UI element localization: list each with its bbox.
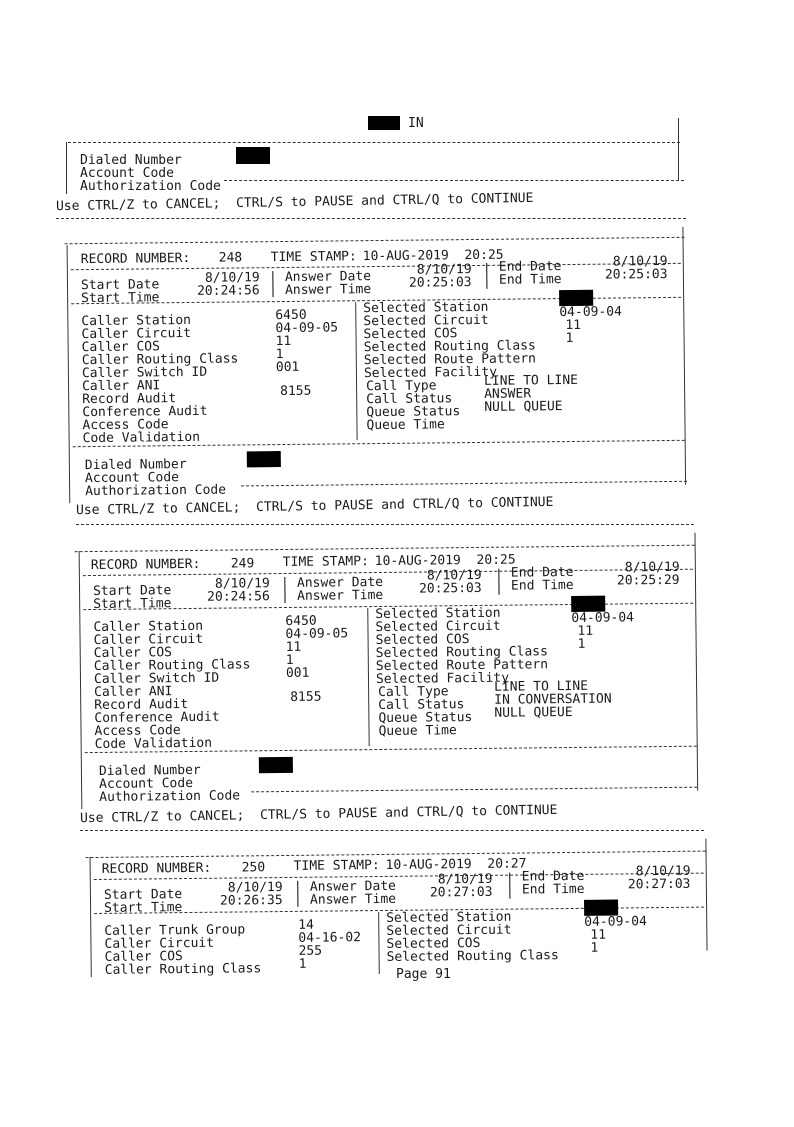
column-divider xyxy=(378,912,380,974)
caller-circuit-label: Caller Circuit xyxy=(81,325,192,343)
start-time-label: Start Time xyxy=(93,596,172,612)
caller-cos-value: 11 xyxy=(275,333,292,350)
caller-ani-value: 8155 xyxy=(280,383,312,400)
dialed-number-label: Dialed Number xyxy=(98,762,201,779)
separator: | xyxy=(482,261,491,277)
selected-cos-label: Selected COS xyxy=(375,632,470,649)
account-code-label: Account Code xyxy=(98,775,194,792)
selected-routing-class-value: 1 xyxy=(577,636,586,652)
answer-time-value: 20:27:03 xyxy=(429,884,493,901)
selected-route-pattern-label: Selected Route Pattern xyxy=(375,657,549,675)
conference-audit-label: Conference Audit xyxy=(82,403,208,421)
caller-station-value: 6450 xyxy=(275,307,307,324)
separator: | xyxy=(268,283,277,299)
caller-switch-id-value: 001 xyxy=(285,665,310,681)
call-type-value: LINE TO LINE xyxy=(483,372,579,389)
account-code-label: Account Code xyxy=(80,166,174,181)
access-code-label: Access Code xyxy=(94,723,181,739)
caller-switch-id-label: Caller Switch ID xyxy=(81,364,208,382)
caller-routing-class-value: 1 xyxy=(275,347,284,363)
answer-date-value: 8/10/19 xyxy=(426,567,482,584)
separator: | xyxy=(482,274,491,290)
start-time-label: Start Time xyxy=(81,290,160,307)
caller-circuit-label: Caller Circuit xyxy=(104,935,215,952)
end-date-value: 8/10/19 xyxy=(612,253,668,270)
call-status-label: Call Status xyxy=(366,391,453,408)
end-date-label: End Date xyxy=(510,564,574,581)
caller-ani-label: Caller ANI xyxy=(94,684,173,700)
queue-status-label: Queue Status xyxy=(378,710,473,727)
time-stamp-value: 10-AUG-2019 20:25 xyxy=(374,552,516,570)
record-number-label: RECORD NUMBER: xyxy=(90,556,201,574)
caller-station-label: Caller Station xyxy=(81,312,192,330)
selected-routing-class-value: 1 xyxy=(590,940,599,956)
separator: | xyxy=(293,879,302,895)
queue-time-label: Queue Time xyxy=(378,723,457,740)
caller-routing-class-label: Caller Routing Class xyxy=(81,351,239,369)
separator: | xyxy=(268,270,277,286)
caller-ani-value: 8155 xyxy=(290,689,322,705)
end-date-value: 8/10/19 xyxy=(624,559,680,576)
caller-cos-value: 255 xyxy=(298,943,323,959)
selected-cos-value: 11 xyxy=(577,623,594,639)
answer-time-label: Answer Time xyxy=(309,891,397,908)
selected-station-label: Selected Station xyxy=(363,299,489,317)
dialed-number-label: Dialed Number xyxy=(80,153,182,168)
selected-circuit-label: Selected Circuit xyxy=(363,312,489,330)
record-audit-label: Record Audit xyxy=(82,391,177,408)
selected-station-label: Selected Station xyxy=(386,909,512,926)
answer-date-label: Answer Date xyxy=(284,269,372,285)
authorization-code-label: Authorization Code xyxy=(85,482,227,500)
call-status-value: ANSWER xyxy=(484,386,532,402)
caller-cos-label: Caller COS xyxy=(104,949,183,965)
selected-circuit-value: 04-09-04 xyxy=(571,610,635,626)
record-number-value: 249 xyxy=(230,556,255,572)
start-time-value: 20:24:56 xyxy=(196,283,260,299)
continue-line: Use CTRL/Z to CANCEL; CTRL/S to PAUSE and CTRL/Q to CONTINUE xyxy=(55,190,534,215)
continue-line: Use CTRL/Z to CANCEL; CTRL/S to PAUSE and CTRL/Q to CONTINUE xyxy=(79,802,558,827)
selected-circuit-value: 04-09-04 xyxy=(584,914,647,930)
continue-line: Use CTRL/Z to CANCEL; CTRL/S to PAUSE and CTRL/Q to CONTINUE xyxy=(75,494,554,519)
selected-facility-label: Selected Facility xyxy=(375,670,510,688)
in-label: IN xyxy=(408,116,424,131)
selected-facility-label: Selected Facility xyxy=(363,364,498,382)
answer-time-label: Answer Time xyxy=(297,587,384,604)
selected-circuit-label: Selected Circuit xyxy=(375,618,501,636)
separator: | xyxy=(494,567,503,583)
start-date-label: Start Date xyxy=(80,277,160,294)
start-date-value: 8/10/19 xyxy=(214,576,270,592)
caller-switch-id-value: 001 xyxy=(275,359,300,376)
page-number: Page 91 xyxy=(396,967,451,982)
start-time-value: 20:24:56 xyxy=(207,589,270,605)
end-date-label: End Date xyxy=(521,868,585,885)
start-time-value: 20:26:35 xyxy=(219,893,283,909)
access-code-label: Access Code xyxy=(82,417,169,434)
selected-route-pattern-label: Selected Route Pattern xyxy=(363,351,537,369)
end-time-label: End Time xyxy=(510,577,574,594)
code-validation-label: Code Validation xyxy=(94,735,213,752)
end-time-label: End Time xyxy=(498,272,562,288)
caller-trunk-group-label: Caller Trunk Group xyxy=(104,922,246,939)
separator: | xyxy=(281,588,290,605)
end-time-value: 20:27:03 xyxy=(627,876,691,893)
separator: | xyxy=(494,580,503,596)
separator: | xyxy=(505,884,514,900)
selected-routing-class-label: Selected Routing Class xyxy=(386,948,559,965)
separator: | xyxy=(280,575,289,592)
end-date-value: 8/10/19 xyxy=(635,863,691,880)
caller-switch-id-label: Caller Switch ID xyxy=(93,670,220,687)
redaction-bar xyxy=(584,900,618,916)
dialed-number-label: Dialed Number xyxy=(84,457,187,474)
start-date-label: Start Date xyxy=(103,887,183,903)
queue-status-label: Queue Status xyxy=(366,404,461,421)
call-status-value: IN CONVERSATION xyxy=(494,691,612,708)
caller-routing-class-value: 1 xyxy=(285,652,294,668)
call-type-label: Call Type xyxy=(365,378,437,395)
separator: | xyxy=(293,892,302,908)
caller-circuit-value: 04-09-05 xyxy=(285,626,349,642)
caller-circuit-label: Caller Circuit xyxy=(93,631,204,648)
answer-date-label: Answer Date xyxy=(309,878,397,895)
caller-circuit-value: 04-16-02 xyxy=(298,930,362,946)
start-date-value: 8/10/19 xyxy=(204,270,260,286)
selected-cos-value: 11 xyxy=(590,927,607,943)
queue-time-label: Queue Time xyxy=(366,417,445,434)
selected-cos-value: 11 xyxy=(565,317,582,334)
record-number-value: 250 xyxy=(241,860,266,876)
end-time-label: End Time xyxy=(521,881,585,898)
selected-routing-class-label: Selected Routing Class xyxy=(375,644,548,662)
record-number-label: RECORD NUMBER: xyxy=(101,860,212,877)
end-time-value: 20:25:03 xyxy=(604,266,668,283)
time-stamp-label: TIME STAMP: xyxy=(270,249,357,266)
time-stamp-value: 10-AUG-2019 20:25 xyxy=(362,247,504,265)
caller-cos-label: Caller COS xyxy=(81,339,161,356)
separator: | xyxy=(505,871,514,887)
box-border xyxy=(90,857,92,977)
selected-cos-label: Selected COS xyxy=(363,326,458,343)
answer-time-label: Answer Time xyxy=(284,282,372,298)
caller-circuit-value: 04-09-05 xyxy=(275,320,339,337)
caller-routing-class-label: Caller Routing Class xyxy=(104,961,262,978)
selected-cos-label: Selected COS xyxy=(386,935,481,952)
selected-routing-class-value: 1 xyxy=(565,330,574,347)
box-border xyxy=(705,839,707,951)
queue-status-value: NULL QUEUE xyxy=(484,399,563,415)
caller-cos-label: Caller COS xyxy=(93,645,173,661)
end-date-label: End Date xyxy=(498,259,562,275)
caller-routing-class-label: Caller Routing Class xyxy=(93,657,251,674)
selected-circuit-label: Selected Circuit xyxy=(386,922,512,939)
queue-status-value: NULL QUEUE xyxy=(494,704,573,721)
answer-time-value: 20:25:03 xyxy=(408,275,472,291)
record-number-label: RECORD NUMBER: xyxy=(80,250,191,268)
answer-date-label: Answer Date xyxy=(296,574,384,591)
authorization-code-label: Authorization Code xyxy=(80,179,221,194)
call-type-value: LINE TO LINE xyxy=(494,678,589,695)
caller-cos-value: 11 xyxy=(285,639,302,655)
call-status-label: Call Status xyxy=(378,697,465,714)
time-stamp-value: 10-AUG-2019 20:27 xyxy=(385,856,527,873)
caller-ani-label: Caller ANI xyxy=(81,378,161,395)
time-stamp-label: TIME STAMP: xyxy=(282,554,369,571)
answer-time-value: 20:25:03 xyxy=(418,580,482,597)
code-validation-label: Code Validation xyxy=(82,429,201,447)
start-date-label: Start Date xyxy=(92,583,172,599)
caller-station-label: Caller Station xyxy=(93,618,204,635)
record-audit-label: Record Audit xyxy=(94,697,189,713)
caller-routing-class-value: 1 xyxy=(298,956,307,972)
caller-trunk-group-value: 14 xyxy=(298,917,314,933)
start-date-value: 8/10/19 xyxy=(227,880,283,896)
authorization-code-label: Authorization Code xyxy=(99,788,241,805)
selected-station-label: Selected Station xyxy=(375,605,501,623)
selected-routing-class-label: Selected Routing Class xyxy=(363,338,536,356)
account-code-label: Account Code xyxy=(84,470,180,487)
selected-circuit-value: 04-09-04 xyxy=(559,304,623,321)
conference-audit-label: Conference Audit xyxy=(94,709,220,726)
end-time-value: 20:25:29 xyxy=(616,572,680,589)
start-time-label: Start Time xyxy=(103,900,183,916)
answer-date-value: 8/10/19 xyxy=(416,262,472,278)
call-type-label: Call Type xyxy=(378,684,449,701)
time-stamp-label: TIME STAMP: xyxy=(293,858,380,874)
caller-station-value: 6450 xyxy=(285,613,317,629)
answer-date-value: 8/10/19 xyxy=(437,871,493,888)
record-number-value: 248 xyxy=(218,250,243,266)
